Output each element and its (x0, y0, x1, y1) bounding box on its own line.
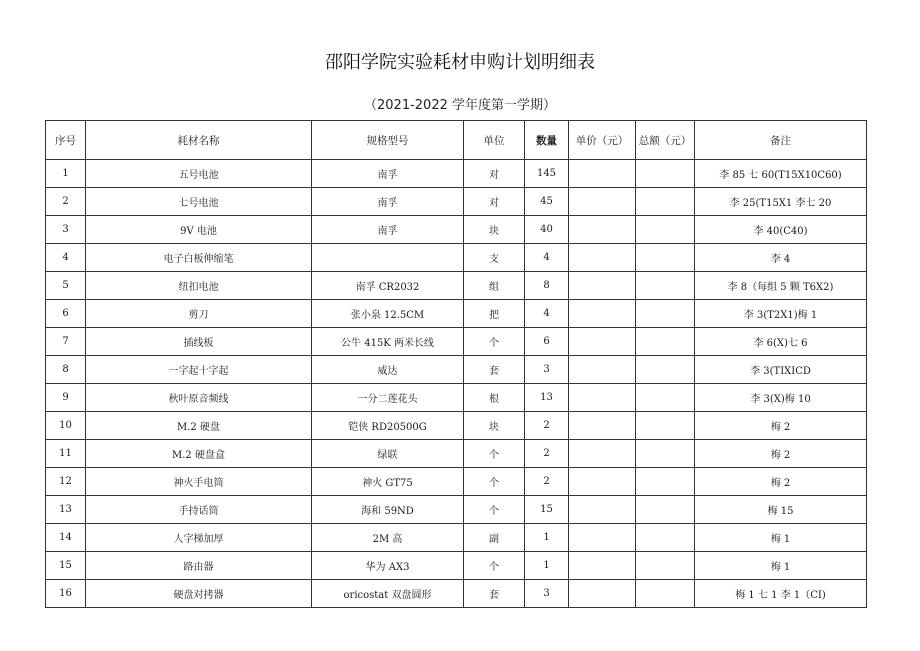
cell-total (636, 244, 695, 272)
cell-unit: 组 (464, 272, 525, 300)
cell-price (569, 496, 636, 524)
cell-spec: 2M 高 (312, 524, 464, 552)
cell-spec: 神火 GT75 (312, 468, 464, 496)
cell-spec: 海和 59ND (312, 496, 464, 524)
cell-remark: 梅 1 (695, 552, 867, 580)
cell-unit: 个 (464, 328, 525, 356)
cell-qty: 8 (525, 272, 569, 300)
cell-price (569, 580, 636, 608)
cell-qty: 40 (525, 216, 569, 244)
table-row (46, 356, 867, 384)
header-remark: 备注 (695, 121, 867, 160)
table-row (46, 384, 867, 412)
table-row (46, 468, 867, 496)
table-row (46, 188, 867, 216)
header-spec: 规格型号 (312, 121, 464, 160)
table-row (46, 552, 867, 580)
cell-unit: 块 (464, 412, 525, 440)
cell-seq: 9 (46, 384, 86, 412)
cell-name: 手持话筒 (86, 496, 312, 524)
cell-spec: 铠侠 RD20500G (312, 412, 464, 440)
header-unit: 单位 (464, 121, 525, 160)
cell-seq: 6 (46, 300, 86, 328)
cell-name: 电子白板伸缩笔 (86, 244, 312, 272)
cell-unit: 个 (464, 468, 525, 496)
cell-remark: 梅 15 (695, 496, 867, 524)
cell-seq: 16 (46, 580, 86, 608)
cell-price (569, 216, 636, 244)
cell-total (636, 552, 695, 580)
cell-seq: 4 (46, 244, 86, 272)
header-qty: 数量 (525, 121, 569, 160)
cell-name: 神火手电筒 (86, 468, 312, 496)
cell-remark: 梅 2 (695, 440, 867, 468)
cell-total (636, 328, 695, 356)
cell-price (569, 412, 636, 440)
cell-price (569, 440, 636, 468)
procurement-table (45, 120, 867, 608)
cell-spec: 张小泉 12.5CM (312, 300, 464, 328)
cell-total (636, 524, 695, 552)
cell-seq: 11 (46, 440, 86, 468)
cell-qty: 2 (525, 468, 569, 496)
cell-seq: 15 (46, 552, 86, 580)
cell-remark: 李 85 七 60(T15X10C60) (695, 160, 867, 188)
cell-spec: 南孚 CR2032 (312, 272, 464, 300)
cell-qty: 4 (525, 300, 569, 328)
cell-total (636, 468, 695, 496)
cell-seq: 8 (46, 356, 86, 384)
cell-qty: 145 (525, 160, 569, 188)
cell-remark: 梅 2 (695, 468, 867, 496)
cell-qty: 3 (525, 580, 569, 608)
table-row (46, 524, 867, 552)
cell-remark: 梅 1 七 1 李 1（CI) (695, 580, 867, 608)
cell-remark: 梅 1 (695, 524, 867, 552)
cell-name: M.2 硬盘盒 (86, 440, 312, 468)
cell-unit: 副 (464, 524, 525, 552)
cell-price (569, 524, 636, 552)
table-row (46, 272, 867, 300)
cell-remark: 李 4 (695, 244, 867, 272)
cell-remark: 李 40(C40) (695, 216, 867, 244)
table-row (46, 580, 867, 608)
cell-price (569, 552, 636, 580)
cell-remark: 李 8（每组 5 颗 T6X2) (695, 272, 867, 300)
cell-seq: 14 (46, 524, 86, 552)
table-row (46, 412, 867, 440)
cell-spec: oricostat 双盘圆形 (312, 580, 464, 608)
cell-spec: 华为 AX3 (312, 552, 464, 580)
table-row (46, 300, 867, 328)
cell-unit: 对 (464, 188, 525, 216)
cell-total (636, 384, 695, 412)
cell-unit: 支 (464, 244, 525, 272)
cell-seq: 12 (46, 468, 86, 496)
cell-name: 人字梯加厚 (86, 524, 312, 552)
cell-name: 路由器 (86, 552, 312, 580)
cell-seq: 5 (46, 272, 86, 300)
cell-spec: 威达 (312, 356, 464, 384)
cell-unit: 个 (464, 496, 525, 524)
document-subtitle: （2021-2022 学年度第一学期） (364, 98, 556, 113)
cell-name: M.2 硬盘 (86, 412, 312, 440)
cell-unit: 个 (464, 552, 525, 580)
cell-qty: 3 (525, 356, 569, 384)
header-name: 耗材名称 (86, 121, 312, 160)
cell-unit: 把 (464, 300, 525, 328)
cell-spec: 南孚 (312, 188, 464, 216)
cell-remark: 李 3(TIXICD (695, 356, 867, 384)
cell-spec: 绿联 (312, 440, 464, 468)
cell-name: 剪刀 (86, 300, 312, 328)
cell-unit: 根 (464, 384, 525, 412)
table-row (46, 244, 867, 272)
cell-qty: 6 (525, 328, 569, 356)
cell-unit: 套 (464, 356, 525, 384)
table-header-row (46, 121, 867, 160)
cell-price (569, 272, 636, 300)
cell-qty: 2 (525, 412, 569, 440)
cell-remark: 梅 2 (695, 412, 867, 440)
cell-total (636, 300, 695, 328)
cell-spec: 南孚 (312, 160, 464, 188)
cell-qty: 2 (525, 440, 569, 468)
cell-spec: 公牛 415K 两米长线 (312, 328, 464, 356)
cell-spec: 南孚 (312, 216, 464, 244)
cell-unit: 个 (464, 440, 525, 468)
cell-name: 一字起十字起 (86, 356, 312, 384)
header-seq: 序号 (46, 121, 86, 160)
cell-remark: 李 3(X)梅 10 (695, 384, 867, 412)
cell-total (636, 496, 695, 524)
cell-qty: 1 (525, 552, 569, 580)
cell-name: 七号电池 (86, 188, 312, 216)
table-row (46, 496, 867, 524)
cell-total (636, 272, 695, 300)
cell-qty: 1 (525, 524, 569, 552)
header-total: 总额（元） (636, 121, 695, 160)
table-row (46, 216, 867, 244)
cell-total (636, 160, 695, 188)
cell-total (636, 356, 695, 384)
cell-price (569, 160, 636, 188)
cell-name: 纽扣电池 (86, 272, 312, 300)
cell-price (569, 384, 636, 412)
cell-unit: 对 (464, 160, 525, 188)
cell-spec: 一分二莲花头 (312, 384, 464, 412)
cell-spec (312, 244, 464, 272)
cell-total (636, 412, 695, 440)
cell-unit: 块 (464, 216, 525, 244)
cell-price (569, 356, 636, 384)
cell-name: 插线板 (86, 328, 312, 356)
cell-remark: 李 6(X)七 6 (695, 328, 867, 356)
cell-remark: 李 3(T2X1)梅 1 (695, 300, 867, 328)
cell-unit: 套 (464, 580, 525, 608)
document-title: 邵阳学院实验耗材申购计划明细表 (325, 52, 595, 73)
cell-seq: 3 (46, 216, 86, 244)
cell-qty: 15 (525, 496, 569, 524)
cell-seq: 2 (46, 188, 86, 216)
cell-price (569, 188, 636, 216)
cell-total (636, 440, 695, 468)
cell-qty: 4 (525, 244, 569, 272)
cell-price (569, 328, 636, 356)
cell-name: 9V 电池 (86, 216, 312, 244)
cell-name: 硬盘对拷器 (86, 580, 312, 608)
cell-total (636, 216, 695, 244)
cell-price (569, 244, 636, 272)
header-price: 单价（元） (569, 121, 636, 160)
cell-remark: 李 25(T15X1 李七 20 (695, 188, 867, 216)
table-row (46, 328, 867, 356)
cell-seq: 13 (46, 496, 86, 524)
cell-qty: 13 (525, 384, 569, 412)
cell-seq: 1 (46, 160, 86, 188)
table-body (46, 160, 867, 608)
cell-total (636, 188, 695, 216)
cell-name: 秋叶原音频线 (86, 384, 312, 412)
cell-name: 五号电池 (86, 160, 312, 188)
cell-seq: 10 (46, 412, 86, 440)
table-row (46, 160, 867, 188)
cell-seq: 7 (46, 328, 86, 356)
cell-price (569, 468, 636, 496)
cell-price (569, 300, 636, 328)
cell-qty: 45 (525, 188, 569, 216)
cell-total (636, 580, 695, 608)
table-row (46, 440, 867, 468)
